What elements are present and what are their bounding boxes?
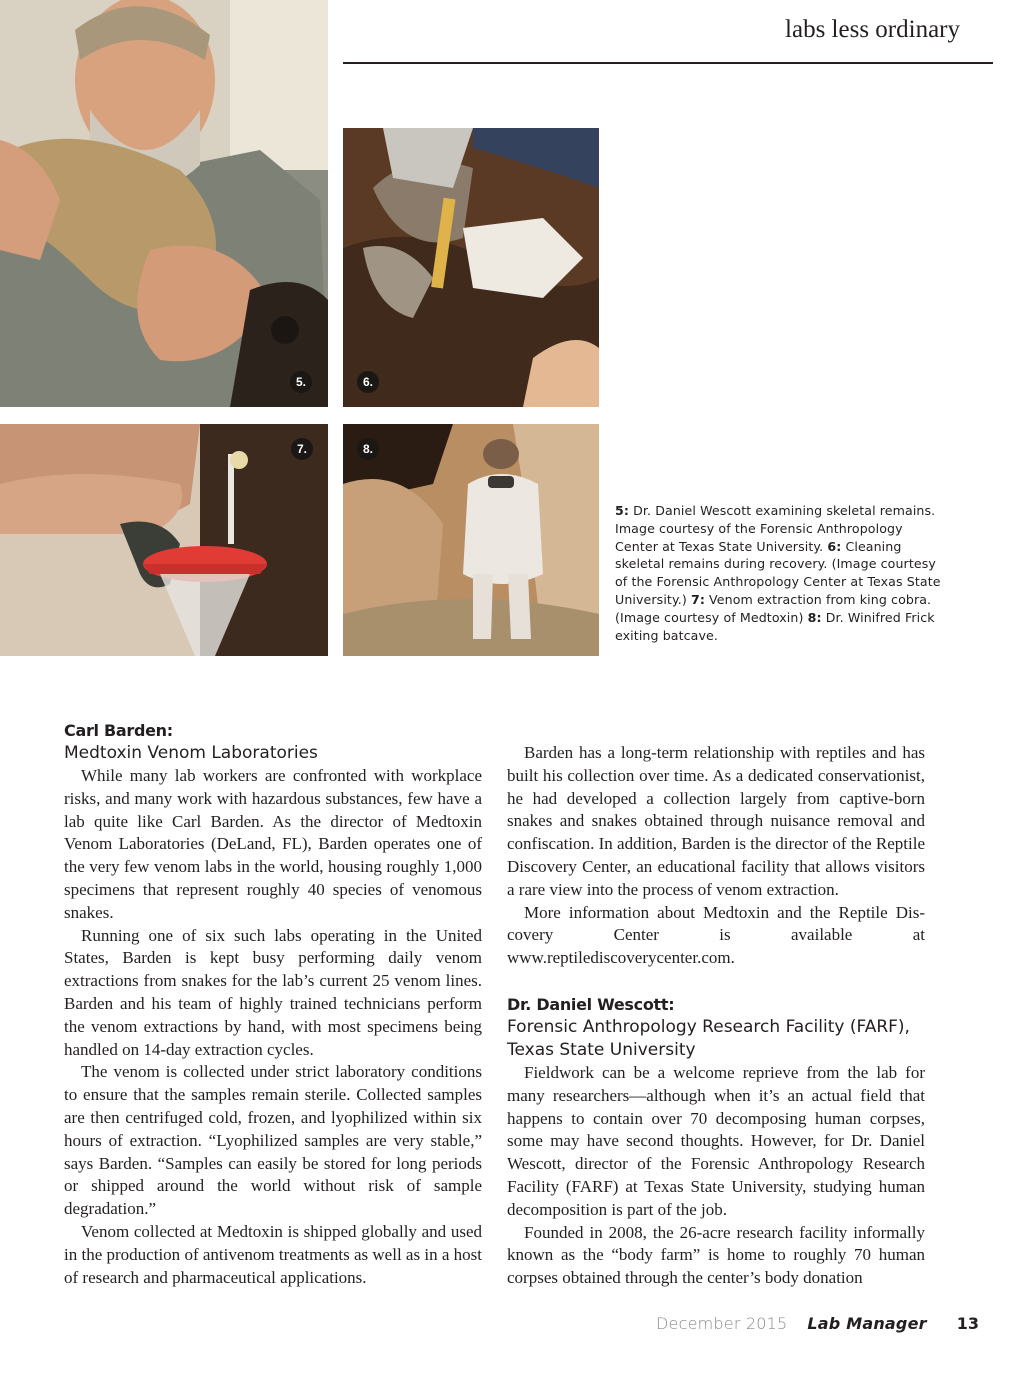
photo-8-number: 8.: [357, 438, 379, 460]
caption-num-6: 6:: [827, 538, 842, 554]
photo-6-image: [343, 128, 599, 407]
section-heading-org: Medtoxin Venom Laboratories: [64, 743, 318, 763]
photo-7-image: [0, 424, 328, 656]
right-column: [507, 742, 925, 1290]
left-column: [64, 720, 482, 1289]
body-paragraph: Venom collected at Medtoxin is shipped globally and used in the production of antivenom treatments as well as in a host of research and pharmaceutical applications.: [64, 1221, 482, 1287]
footer-magazine-name: Lab Manager: [807, 1314, 927, 1333]
caption-text-8: Dr. Winifred Frick exiting batcave.: [615, 609, 935, 643]
caption-num-7: 7:: [690, 591, 705, 607]
footer-date: December 2015: [656, 1314, 788, 1333]
photo-5-image: [0, 0, 328, 407]
body-paragraph: Fieldwork can be a welcome reprieve from the lab for many researchers—although when it’s an actual field that happens to contain over 70 decomposing human corpses, some may have second thoughts. However, for Dr. Daniel Wescott, director of the Forensic Anthropology Research Facility (FARF) at Texas State University, studying human decomposition is part of the job.: [507, 1062, 925, 1219]
photo-5-number: 5.: [290, 371, 312, 393]
caption-text-6: Cleaning skeletal remains during recovery. (Image courtesy of the Forensic Anthropology Center at Texas State University.): [615, 538, 941, 607]
section-heading-org: Forensic Anthropology Research Facility (FARF), Texas State University: [507, 1016, 910, 1060]
photo-7-number: 7.: [291, 438, 313, 460]
body-paragraph: More information about Medtoxin and the Reptile Discovery Center is available at www.reptilediscoverycenter.com.: [507, 902, 925, 968]
section-label: labs less ordinary: [785, 16, 960, 43]
photo-7: [0, 424, 328, 656]
section-heading-name: Dr. Daniel Wescott:: [507, 994, 675, 1014]
body-paragraph: The venom is collected under strict laboratory conditions to ensure that the samples remain sterile. Collected samples are then centrifuged cold, frozen, and lyophilized within six hours of extraction. “Lyophilized samples are very stable,” says Barden. “Samples can easily be stored for long periods or shipped around the world without risk of sample degradation.”: [64, 1062, 482, 1219]
caption-text-7: Venom extraction from king cobra. (Image courtesy of Medtoxin): [615, 591, 932, 625]
page-footer: [656, 1314, 979, 1333]
photo-8: [343, 424, 599, 656]
body-paragraph: While many lab workers are confronted with workplace risks, and many work with hazardous substances, few have a lab quite like Carl Barden. As the director of Medtoxin Venom Laboratories (DeLand, FL), Barden operates one of the very few venom labs in the world, housing roughly 1,000 specimens that represent roughly 40 species of venomous snakes.: [64, 766, 482, 922]
photo-6-number: 6.: [357, 371, 379, 393]
photo-6: [343, 128, 599, 407]
body-paragraph: Founded in 2008, the 26-acre research facility informally known as the “body farm” is home to roughly 70 human corpses obtained through the center’s body donation: [507, 1222, 925, 1288]
caption-num-5: 5:: [615, 503, 629, 518]
body-paragraph: Barden has a long-term relationship with reptiles and has built his collection over time. As a dedicated conservationist, he had developed a collection largely from captive-born snakes and snakes obtained through nuisance removal and confiscation. In addition, Barden is the director of the Reptile Discovery Center, an educational facility that allows visitors a rare view into the process of venom extraction.: [507, 743, 925, 899]
photo-8-image: [343, 424, 599, 656]
header-rule: [343, 62, 993, 64]
page-number: 13: [956, 1314, 979, 1333]
caption-num-8: 8:: [807, 609, 822, 625]
section-heading-name: Carl Barden:: [64, 721, 173, 740]
photo-5: [0, 0, 328, 407]
body-paragraph: Running one of six such labs operating in the United States, Barden is kept busy performing daily venom extractions from snakes for the lab’s current 25 venom lines. Barden and his team of highly trained technicians perform the venom extractions by hand, with most specimens being handled on 14-day extraction cycles.: [64, 925, 482, 1059]
caption-text-5: Dr. Daniel Wescott examining skeletal remains. Image courtesy of the Forensic Anthropology Center at Texas State University.: [615, 503, 936, 554]
photo-caption: [615, 502, 945, 644]
